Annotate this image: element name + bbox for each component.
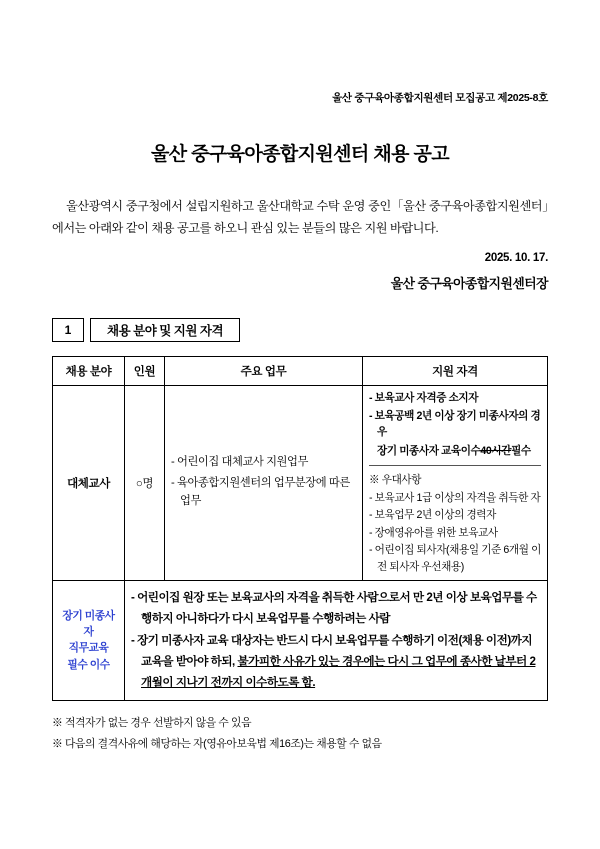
list-item: - 어린이집 대체교사 지원업무: [171, 456, 308, 469]
list-item: - 보육업무 2년 이상의 경력자: [369, 509, 496, 522]
intro-paragraph: 울산광역시 중구청에서 설립지원하고 울산대학교 수탁 운영 중인「울산 중구육아종합지원센터」에서는 아래와 같이 채용 공고를 하오니 관심 있는 분들의 많은 지원 바랍니다.: [52, 199, 548, 235]
cell-headcount: ○명: [125, 385, 165, 580]
section-heading: [52, 318, 548, 342]
education-label-line2: 직무교육: [68, 642, 109, 655]
signer-name: 울산 중구육아종합지원센터장: [390, 275, 548, 291]
list-item: - 장애영유아를 위한 보육교사: [369, 526, 498, 539]
footnote-item: ※ 적격자가 없는 경우 선발하지 않을 수 있음: [52, 716, 252, 729]
divider: [369, 465, 541, 466]
preferred-qualification-list: [369, 490, 541, 576]
duty-list: [171, 453, 356, 510]
education-item2-prefix: - 장기 미종사자 교육 대상자는 반드시 다시 보육업무를 수행하기 이전(채용 이전)까지 교육을 받아야 하되,: [131, 633, 533, 669]
header-qualification: 지원 자격: [363, 356, 548, 385]
list-item: - 어린이집 원장 또는 보육교사의 자격을 취득한 사람으로서 만 2년 이상 보육업무를 수행하지 아니하다가 다시 보육업무를 수행하려는 사람: [131, 591, 537, 626]
cell-field-name: 대체교사: [53, 385, 125, 580]
preferred-note-label: ※ 우대사항: [369, 474, 422, 487]
recruitment-table: [52, 356, 548, 701]
cell-qualification: [363, 385, 548, 580]
footnote-item: ※ 다음의 결격사유에 해당하는 자(영유아보육법 제16조)는 채용할 수 없음: [52, 737, 382, 750]
list-item: - 보육교사 1급 이상의 자격을 취득한 자: [369, 492, 541, 505]
subline-prefix: 장기 미종사자 교육이수: [377, 444, 481, 457]
education-requirement-list: [131, 585, 541, 696]
table-header-row: [53, 356, 548, 385]
cell-duties: [165, 385, 363, 580]
education-label-line3: 필수 이수: [67, 658, 110, 671]
subline-struck-hours: 40시간: [480, 444, 512, 457]
list-item: - 보육공백 2년 이상 장기 미종사자의 경우: [369, 410, 541, 439]
cell-education-label: [53, 581, 125, 701]
cell-education-body: [125, 581, 548, 701]
header-duties: 주요 업무: [165, 356, 363, 385]
announcement-date: 2025. 10. 17.: [484, 251, 548, 264]
table-row: [53, 385, 548, 580]
education-item2-underlined: 불가피한 사유가 있는 경우에는 다시 그 업무에 종사한 날부터 2개월이 지나기 전까지 이수하도록 함.: [141, 655, 536, 690]
header-field: 채용 분야: [53, 356, 125, 385]
section-number: 1: [52, 318, 84, 342]
list-item: - 어린이집 퇴사자(채용일 기준 6개월 이전 퇴사자 우선채용): [369, 543, 541, 573]
list-item: - 보육교사 자격증 소지자: [369, 391, 479, 404]
required-qualification-list: [369, 390, 541, 441]
required-qualification-subline: [369, 443, 541, 459]
section-title: 채용 분야 및 지원 자격: [90, 318, 240, 342]
page-title: 울산 중구육아종합지원센터 채용 공고: [150, 144, 450, 165]
table-row: [53, 581, 548, 701]
subline-suffix: 필수: [511, 444, 531, 457]
footnotes: [52, 713, 548, 755]
education-label-line1: 장기 미종사자: [62, 609, 115, 639]
list-item: [131, 630, 541, 694]
list-item: - 육아종합지원센터의 업무분장에 따른 업무: [171, 476, 350, 507]
document-number: 울산 중구육아종합지원센터 모집공고 제2025-8호: [332, 92, 548, 104]
header-count: 인원: [125, 356, 165, 385]
